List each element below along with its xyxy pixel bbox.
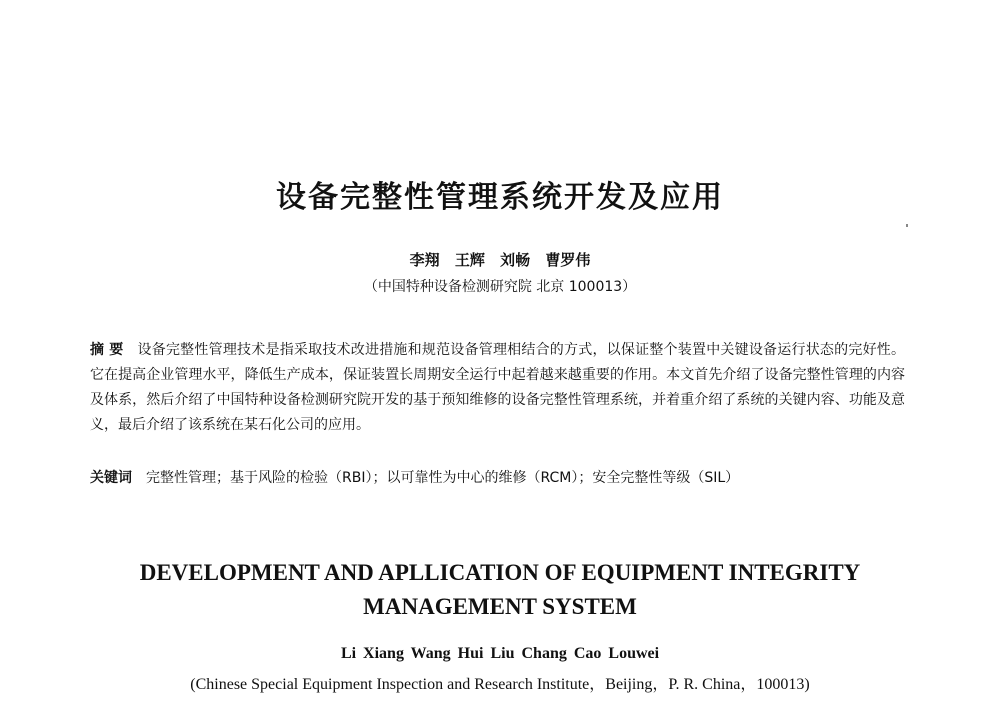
keywords-label: 关键词 — [90, 470, 132, 486]
chinese-abstract — [90, 338, 905, 438]
chinese-authors: 李翔 王辉 刘畅 曹罗伟 — [409, 251, 591, 269]
english-affiliation: (Chinese Special Equipment Inspection and Research Institute，Beijing，P. R. China，100013) — [190, 676, 810, 693]
abstract-label: 摘 要 — [90, 342, 124, 358]
english-authors: Li Xiang Wang Hui Liu Chang Cao Louwei — [340, 645, 660, 662]
english-title: DEVELOPMENT AND APLLICATION OF EQUIPMENT INTEGRITY MANAGEMENT SYSTEM — [139, 560, 861, 619]
chinese-affiliation: （中国特种设备检测研究院 北京 100013） — [363, 279, 637, 295]
scan-speck — [906, 224, 908, 227]
abstract-text: 设备完整性管理技术是指采取技术改进措施和规范设备管理相结合的方式，以保证整个装置中关键设备运行状态的完好性。它在提高企业管理水平，降低生产成本，保证装置长周期安全运行中起着越来越重要的作用。本文首先介绍了设备完整性管理的内容及体系，然后介绍了中国特种设备检测研究院开发的基于预知维修的设备完整性管理系统，并着重介绍了系统的关键内容、功能及意义，最后介绍了该系统在某石化公司的应用。 — [90, 342, 906, 433]
chinese-title: 设备完整性管理系统开发及应用 — [276, 180, 724, 215]
keywords-text: 完整性管理；基于风险的检验（RBI）；以可靠性为中心的维修（RCM）；安全完整性等级（SIL） — [146, 470, 740, 486]
chinese-keywords — [90, 466, 905, 491]
